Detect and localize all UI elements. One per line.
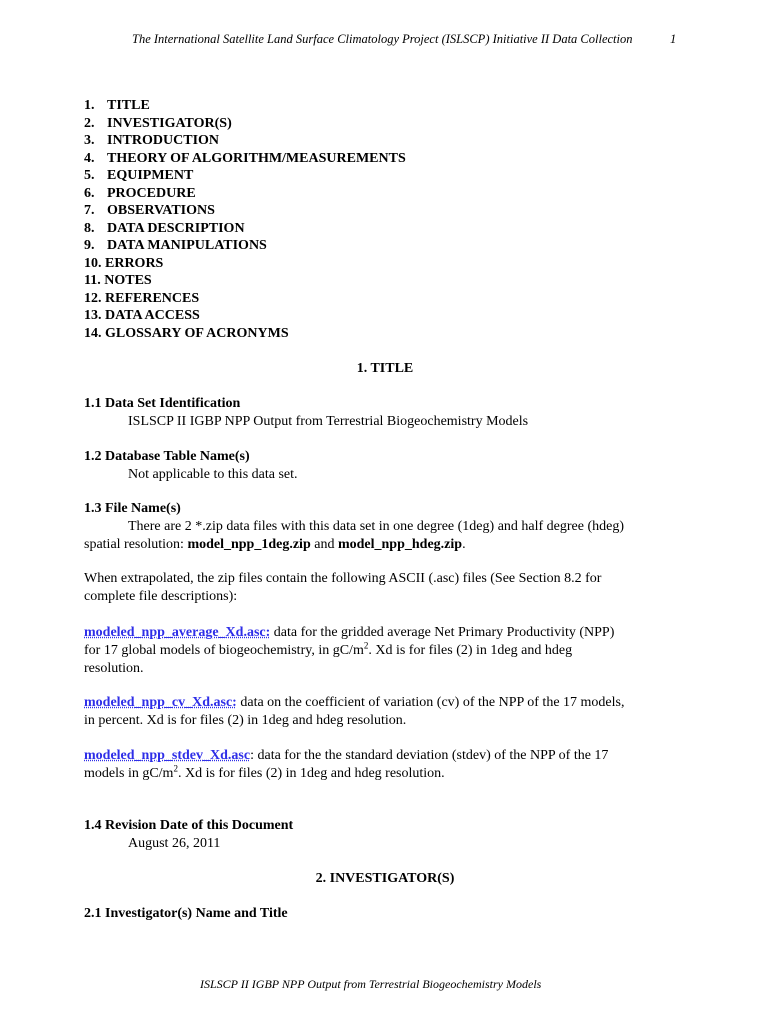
toc-item: [84, 115, 406, 133]
file-names-text-line2: [84, 536, 466, 554]
file-link-cv[interactable]: modeled_npp_cv_Xd.asc:: [84, 695, 237, 710]
file-names-and: and: [310, 537, 338, 552]
toc-label: DATA ACCESS: [105, 308, 200, 323]
toc-label: DATA DESCRIPTION: [107, 220, 245, 236]
toc-item: [84, 97, 406, 115]
toc-number: 8.: [84, 220, 95, 236]
toc-number: 11.: [84, 273, 101, 288]
section-1-heading: 1. TITLE: [356, 361, 414, 376]
subsection-2-1-heading: 2.1 Investigator(s) Name and Title: [84, 906, 288, 921]
file-desc-cv-line1: [84, 694, 624, 712]
file-desc-stdev-line1: [84, 747, 608, 765]
toc-item: [84, 237, 406, 255]
subsection-1-1-heading: 1.1 Data Set Identification: [84, 396, 241, 411]
file-names-text-line1: There are 2 *.zip data files with this data set in one degree (1deg) and half degree (hdeg): [128, 519, 625, 534]
toc-item: [84, 272, 406, 290]
file-desc-cv-line2: in percent. Xd is for files (2) in 1deg and hdeg resolution.: [84, 713, 407, 728]
data-set-identification: ISLSCP II IGBP NPP Output from Terrestrial Biogeochemistry Models: [128, 414, 529, 429]
file-desc-stdev-units: models in gC/m: [84, 766, 174, 781]
toc-item: [84, 325, 406, 343]
database-table-name: Not applicable to this data set.: [128, 467, 298, 482]
extraction-text-line1: When extrapolated, the zip files contain the following ASCII (.asc) files (See Section 8.2 for: [84, 571, 602, 586]
toc-number: 13.: [84, 308, 102, 323]
page-number: 1: [670, 32, 677, 46]
toc-number: 5.: [84, 168, 95, 183]
toc-label: NOTES: [104, 273, 152, 288]
toc-item: [84, 202, 406, 220]
toc-number: 7.: [84, 203, 95, 218]
toc-item: [84, 307, 406, 325]
toc-number: 3.: [84, 133, 95, 148]
toc-label: PROCEDURE: [107, 185, 196, 201]
toc-number: 10.: [84, 255, 102, 271]
toc-number: 12.: [84, 290, 102, 306]
subsection-1-2-heading: 1.2 Database Table Name(s): [84, 449, 250, 464]
superscript: 2: [363, 640, 369, 651]
toc-item: [84, 255, 406, 273]
file-link-stdev[interactable]: modeled_npp_stdev_Xd.asc: [84, 748, 251, 763]
toc-label: OBSERVATIONS: [107, 203, 215, 218]
file-desc-average-line1: [84, 624, 614, 642]
file-desc-stdev-resolution: . Xd is for files (2) in 1deg and hdeg resolution.: [177, 766, 445, 781]
zip-file-1deg: model_npp_1deg.zip: [187, 537, 311, 552]
file-names-period: .: [462, 537, 466, 552]
toc-number: 6.: [84, 185, 95, 201]
toc-label: THEORY OF ALGORITHM/MEASUREMENTS: [107, 150, 406, 166]
file-desc-cv-text: data on the coefficient of variation (cv) of the NPP of the 17 models,: [236, 695, 625, 710]
toc-item: [84, 185, 406, 203]
file-desc-stdev-line2: [84, 765, 445, 783]
toc-label: EQUIPMENT: [107, 168, 194, 183]
toc-item: [84, 220, 406, 238]
toc-label: GLOSSARY OF ACRONYMS: [105, 325, 289, 341]
file-desc-average-text: data for the gridded average Net Primary Productivity (NPP): [270, 625, 615, 640]
toc-label: TITLE: [107, 98, 150, 113]
file-desc-average-resolution: . Xd is for files (2) in 1deg and hdeg: [368, 643, 573, 658]
file-desc-average-line3: resolution.: [84, 661, 144, 676]
zip-file-hdeg: model_npp_hdeg.zip: [337, 537, 463, 552]
toc-item: [84, 150, 406, 168]
file-desc-average-units: for 17 global models of biogeochemistry, in gC/m: [84, 643, 364, 658]
toc-label: INVESTIGATOR(S): [107, 115, 232, 131]
toc-label: REFERENCES: [105, 290, 200, 306]
running-header: The International Satellite Land Surface Climatology Project (ISLSCP) Initiative II Data Collection: [132, 32, 633, 46]
file-desc-average-line2: [84, 642, 572, 660]
subsection-1-3-heading: 1.3 File Name(s): [84, 501, 181, 516]
toc-number: 4.: [84, 150, 95, 166]
file-desc-stdev-text: : data for the the standard deviation (stdev) of the NPP of the 17: [250, 748, 609, 763]
toc-label: DATA MANIPULATIONS: [107, 238, 267, 253]
section-2-heading: 2. INVESTIGATOR(S): [315, 871, 455, 886]
toc-number: 1.: [84, 98, 95, 113]
superscript: 2: [173, 763, 178, 774]
toc-item: [84, 132, 406, 150]
toc-label: ERRORS: [105, 255, 164, 271]
toc-number: 9.: [84, 238, 95, 253]
revision-date: August 26, 2011: [128, 836, 221, 851]
toc-item: [84, 290, 406, 308]
file-names-prefix: spatial resolution:: [84, 537, 188, 552]
toc-label: INTRODUCTION: [107, 133, 220, 148]
subsection-1-4-heading: 1.4 Revision Date of this Document: [84, 818, 294, 833]
file-link-average[interactable]: modeled_npp_average_Xd.asc:: [84, 625, 271, 640]
running-footer: ISLSCP II IGBP NPP Output from Terrestrial Biogeochemistry Models: [200, 977, 542, 991]
extraction-text-line2: complete file descriptions):: [84, 589, 238, 604]
toc-number: 14.: [84, 325, 102, 341]
toc-number: 2.: [84, 115, 95, 131]
table-of-contents: [84, 97, 406, 342]
toc-item: [84, 167, 406, 185]
